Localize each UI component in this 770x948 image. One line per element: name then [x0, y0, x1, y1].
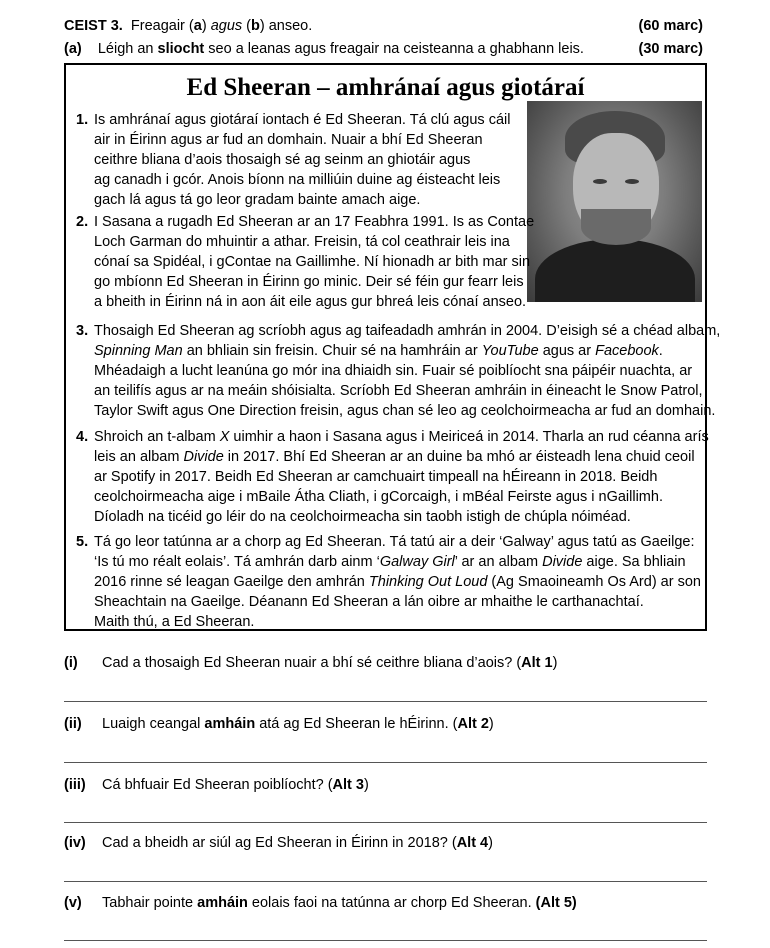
passage-line: gach lá agus tá go leor gradam bainte amach aige. — [94, 192, 421, 208]
answer-line-iv[interactable] — [64, 881, 707, 882]
part-marks: (30 marc) — [638, 41, 703, 57]
question-ii — [64, 713, 703, 735]
passage-line: air in Éirinn agus ar fud an domhain. Nuair a bhí Ed Sheeran — [94, 132, 483, 148]
question-text: Cad a thosaigh Ed Sheeran nuair a bhí sé ceithre bliana d’aois? (Alt 1) — [102, 655, 558, 671]
question-text: Cad a bheidh ar siúl ag Ed Sheeran in Éirinn in 2018? (Alt 4) — [102, 835, 493, 851]
passage-line: ar Spotify in 2017. Beidh Ed Sheeran ar camchuairt timpeall na hÉireann in 2018. Beidh — [94, 469, 658, 485]
part-header — [64, 39, 703, 59]
answer-line-v[interactable] — [64, 940, 707, 941]
question-text: Cá bhfuair Ed Sheeran poiblíocht? (Alt 3) — [102, 777, 369, 793]
passage-title: Ed Sheeran – amhránaí agus giotáraí — [186, 74, 585, 101]
question-header — [64, 16, 703, 36]
part-instruction: Léigh an sliocht seo a leanas agus freagair na ceisteanna a ghabhann leis. — [97, 41, 584, 57]
passage-line: Shroich an t-albam X uimhir a haon i Sasana agus i Meiriceá in 2014. Tharla an rud céanna arís — [94, 429, 709, 445]
marks-total: (60 marc) — [638, 18, 703, 34]
question-number: (v) — [64, 895, 82, 911]
passage-line: an teilifís agus ar na meáin shóisialta. Scríobh Ed Sheeran amhráin in éineacht le Snow Patrol, — [94, 383, 703, 399]
question-number: (iii) — [64, 777, 86, 793]
paragraph-2: 2. I Sasana a rugadh Ed Sheeran ar an 17 Feabhra 1991. Is as Contae Loch Garman do mhuintir a athar. Freisin, tá col ceathrair leis ina cónaí sa Spidéal, i gContae na Gaillimhe. Ní hionadh ar bith mar sin go mbíonn Ed Sheeran in Éirinn go minic. Deir sé féin gur fearr leis a bheith in Éirinn ná in aon áit eile agus gur bhreá leis cónaí anseo. — [76, 212, 703, 312]
answer-line-ii[interactable] — [64, 762, 707, 763]
passage-line: Loch Garman do mhuintir a athar. Freisin, tá col ceathrair leis ina — [94, 234, 510, 250]
answer-line-iii[interactable] — [64, 822, 707, 823]
passage-line: ceolchoirmeacha aige i mBaile Átha Cliath, i gCorcaigh, i mBéal Feirste agus i nGaillimh. — [94, 489, 663, 505]
paragraph-4: 4. Shroich an t-albam X uimhir a haon i Sasana agus i Meiriceá in 2014. Tharla an rud céanna arís leis an albam Divide in 2017. Bhí Ed Sheeran ar an duine ba mhó ar éisteadh lena chuid ceoil ar Spotify in 2017. Beidh Ed Sheeran ar camchuairt timpeall na hÉireann in 2018. Beidh ceolchoirmeacha aige i mBaile Átha Cliath, i gCorcaigh, i mBéal Feirste agus i nGaillimh. Díoladh na ticéid go léir do na ceolchoirmeacha sin taobh istigh de chúpla nóiméad. — [76, 429, 709, 525]
question-text: Luaigh ceangal amháin atá ag Ed Sheeran le hÉirinn. (Alt 2) — [102, 716, 494, 732]
passage-line: a bheith in Éirinn ná in aon áit eile agus gur bhreá leis cónaí anseo. — [94, 294, 527, 310]
passage-line: ‘Is tú mo réalt eolais’. Tá amhrán darb ainm ‘Galway Girl’ ar an albam Divide aige. Sa bhliain — [94, 554, 686, 570]
passage-line: go mbíonn Ed Sheeran in Éirinn go minic. Deir sé féin gur fearr leis — [94, 274, 524, 290]
passage-line: Mhéadaigh a lucht leanúna go mór ina dhiaidh sin. Fuair sé poiblíocht sna páipéir nuachta, ar — [94, 363, 693, 379]
question-iv — [64, 832, 703, 854]
paragraph-1: 1. Is amhránaí agus giotáraí iontach é Ed Sheeran. Tá clú agus cáil air in Éirinn agus ar fud an domhain. Nuair a bhí Ed Sheeran ceithre bliana d’aois thosaigh sé ag seinm an ghiotáir agus ag canadh i gcór. Anois bíonn na milliúin duine ag éisteacht leis gach lá agus tá go leor gradam bainte amach aige. — [76, 110, 703, 210]
ceist-label: CEIST 3. — [64, 18, 123, 34]
passage-line: Tá go leor tatúnna ar a chorp ag Ed Sheeran. Tá tatú air a deir ‘Galway’ agus tatú as Gaeilge: — [94, 534, 695, 550]
question-text: Tabhair pointe amháin eolais faoi na tatúnna ar chorp Ed Sheeran. (Alt 5) — [102, 895, 577, 911]
passage-line: Thosaigh Ed Sheeran ag scríobh agus ag taifeadadh amhrán in 2004. D’eisigh sé a chéad albam, — [94, 323, 721, 339]
question-number: (ii) — [64, 716, 82, 732]
passage-line: ag canadh i gcór. Anois bíonn na milliúin duine ag éisteacht leis — [94, 172, 501, 188]
part-label: (a) — [64, 41, 82, 57]
passage-line: ceithre bliana d’aois thosaigh sé ag seinm an ghiotáir agus — [94, 152, 471, 168]
question-number: (iv) — [64, 835, 86, 851]
passage-line: Díoladh na ticéid go léir do na ceolchoirmeacha sin taobh istigh de chúpla nóiméad. — [94, 509, 631, 525]
passage-line: Is amhránaí agus giotáraí iontach é Ed Sheeran. Tá clú agus cáil — [94, 112, 511, 128]
question-iii — [64, 774, 703, 796]
answer-line-i[interactable] — [64, 701, 707, 702]
question-number: (i) — [64, 655, 78, 671]
passage-line: 2016 rinne sé leagan Gaeilge den amhrán Thinking Out Loud (Ag Smaoineamh Os Ard) ar son — [94, 574, 701, 590]
passage-line: Maith thú, a Ed Sheeran. — [94, 614, 255, 630]
passage-line: Sheachtain na Gaeilge. Déanann Ed Sheeran a lán oibre ar mhaithe le carthanachtaí. — [94, 594, 644, 610]
paragraph-3: 3. Thosaigh Ed Sheeran ag scríobh agus ag taifeadadh amhrán in 2004. D’eisigh sé a chéad albam, Spinning Man an bhliain sin freisin. Chuir sé na hamhráin ar YouTube agus ar Facebook. Mhéadaigh a lucht leanúna go mór ina dhiaidh sin. Fuair sé poiblíocht sna páipéir nuachta, ar an teilifís agus ar na meáin shóisialta. Scríobh Ed Sheeran amhráin in éineacht le Snow Patrol, Taylor Swift agus One Direction freisin, agus chan sé leo ag ceolchoirmeacha ar fud an domhain. — [76, 323, 721, 419]
passage-line: Spinning Man an bhliain sin freisin. Chuir sé na hamhráin ar YouTube agus ar Facebook. — [94, 343, 663, 359]
passage-box — [64, 63, 721, 631]
paragraph-5: 5. Tá go leor tatúnna ar a chorp ag Ed Sheeran. Tá tatú air a deir ‘Galway’ agus tatú as Gaeilge: ‘Is tú mo réalt eolais’. Tá amhrán darb ainm ‘Galway Girl’ ar an albam Divide aige. Sa bhliain 2016 rinne sé leagan Gaeilge den amhrán Thinking Out Loud (Ag Smaoineamh Os Ard) ar son Sheachtain na Gaeilge. Déanann Ed Sheeran a lán oibre ar mhaithe le carthanachtaí. Maith thú, a Ed Sheeran. — [76, 532, 703, 632]
passage-line: Taylor Swift agus One Direction freisin, agus chan sé leo ag ceolchoirmeacha ar fud an domhain. — [94, 403, 716, 419]
passage-line: leis an albam Divide in 2017. Bhí Ed Sheeran ar an duine ba mhó ar éisteadh lena chuid ceoil — [94, 449, 695, 465]
passage-line: cónaí sa Spidéal, i gContae na Gaillimhe. Ní hionadh ar bith mar sin — [94, 254, 531, 270]
instruction: Freagair (a) agus (b) anseo. — [130, 18, 313, 34]
passage-line: I Sasana a rugadh Ed Sheeran ar an 17 Feabhra 1991. Is as Contae — [94, 214, 535, 230]
question-v — [64, 892, 703, 914]
question-i — [64, 652, 703, 674]
